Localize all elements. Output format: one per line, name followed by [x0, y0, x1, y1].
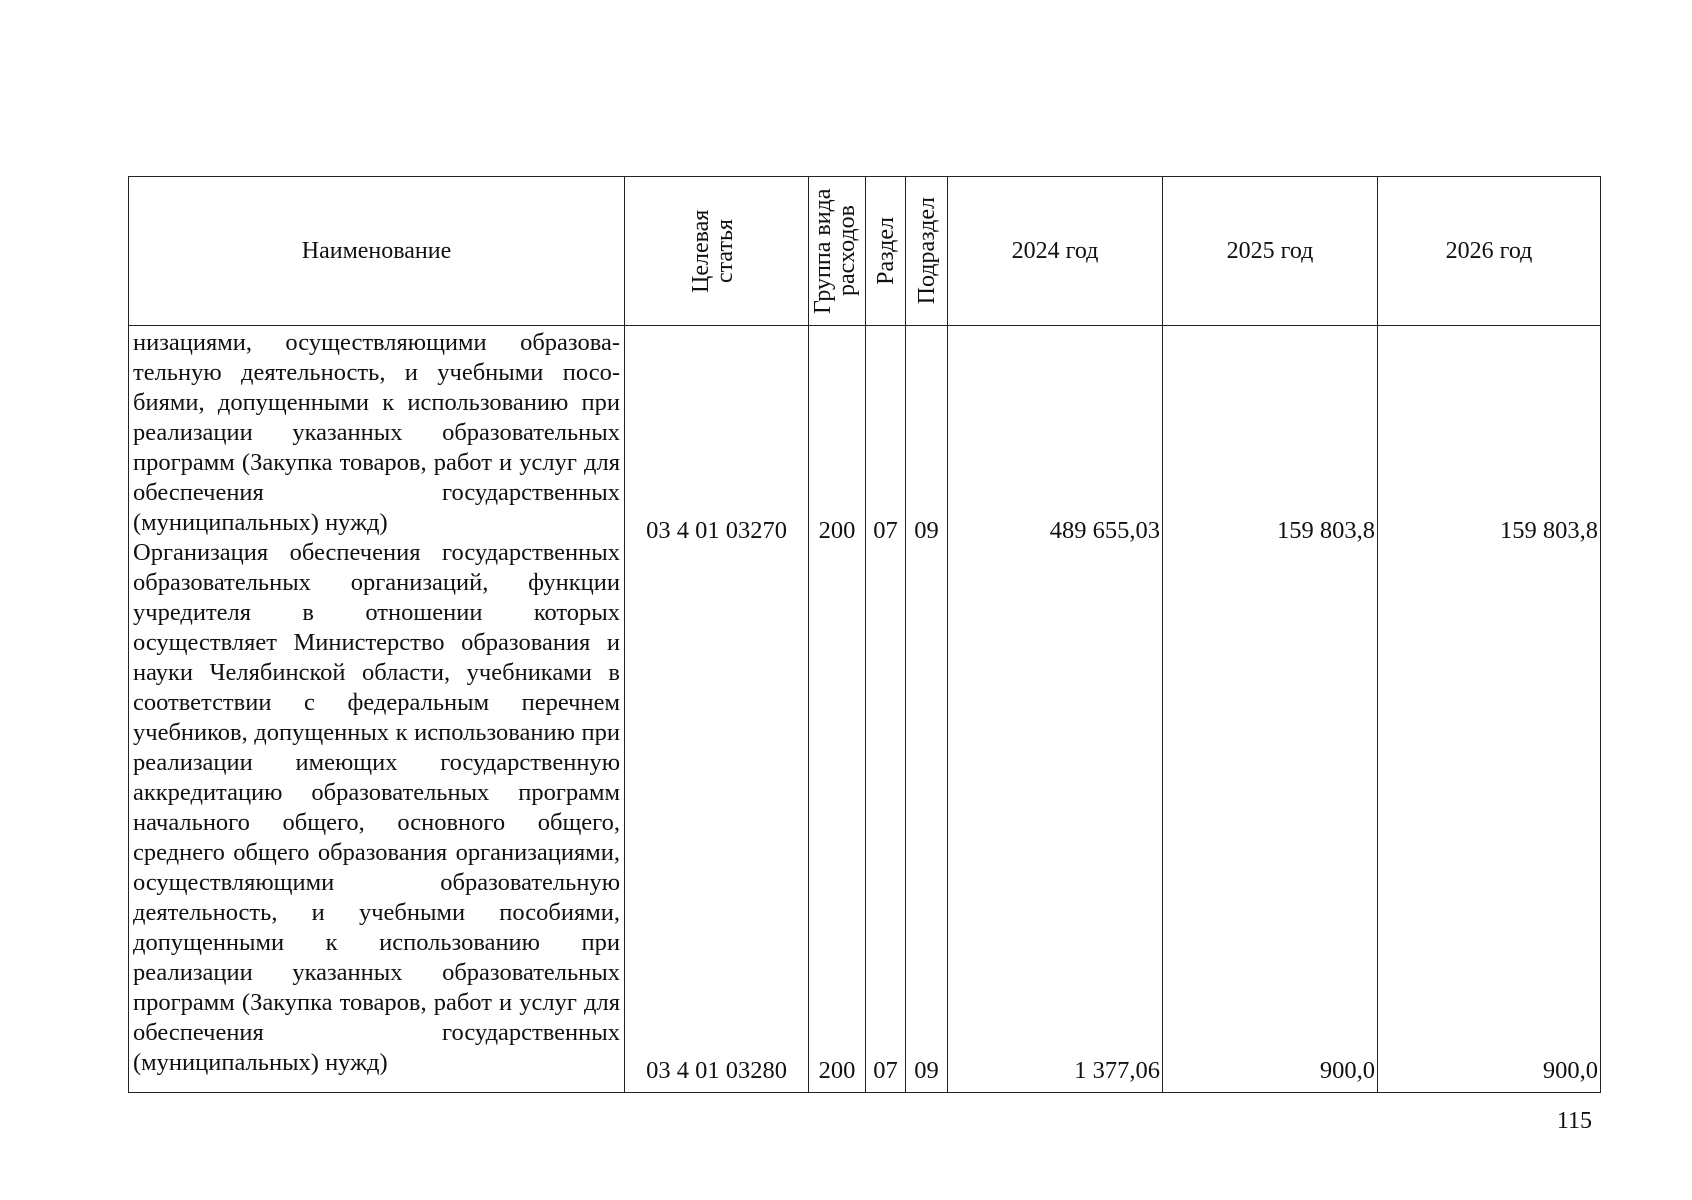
- header-2024: 2024 год: [948, 177, 1163, 326]
- row-1-name: низациями, осуществляющими образовательную деятельность, и учебными пособиями, допущенными к использованию при реализации указанных образовательных программ (Закупка товаров, работ и услуг для обеспечения государственных (муниципальных) нужд): [133, 329, 620, 536]
- y2025-cell: [1163, 326, 1378, 1093]
- table-header-row: [129, 177, 1601, 326]
- row-2-y2024: 1 377,06: [1074, 1057, 1160, 1084]
- row-2-y2025: 900,0: [1319, 1057, 1375, 1084]
- header-section: Раздел: [866, 177, 906, 326]
- page-number: 115: [1556, 1108, 1592, 1134]
- row-1-target: 03 4 01 03270: [646, 517, 787, 544]
- header-2025: 2025 год: [1163, 177, 1378, 326]
- row-1-subsection: 09: [914, 517, 939, 544]
- section-cell: [866, 326, 906, 1093]
- header-target: Целевая статья: [625, 177, 809, 326]
- y2026-cell: [1378, 326, 1601, 1093]
- row-1-group: 200: [818, 517, 856, 544]
- row-1-y2026: 159 803,8: [1500, 517, 1598, 544]
- row-2-name: Организация обеспечения государственных образовательных организаций, функции учредителя в отношении которых осуществляет Министерство образования и науки Челябинской области, учебниками в соответствии с федеральным перечнем учебников, допущенных к использованию при реализации имеющих государственную аккредитацию образовательных программ начального общего, основного общего, среднего общего образования организациями, осуществляющими образовательную деятельность, и учебными пособиями, допущенными к использованию при реализации указанных образовательных программ (Закупка товаров, работ и услуг для обеспечения государственных (муниципальных) нужд): [133, 539, 620, 1076]
- header-subsection: Подраздел: [906, 177, 948, 326]
- row-1-y2025: 159 803,8: [1277, 517, 1375, 544]
- table-row: [129, 326, 1601, 1093]
- row-1-section: 07: [873, 517, 898, 544]
- row-1-y2024: 489 655,03: [1049, 517, 1160, 544]
- row-2-y2026: 900,0: [1542, 1057, 1598, 1084]
- header-group: Группа вида расходов: [809, 177, 866, 326]
- subsection-cell: [906, 326, 948, 1093]
- y2024-cell: [948, 326, 1163, 1093]
- budget-table: [128, 176, 1601, 1093]
- row-2-subsection: 09: [914, 1057, 939, 1084]
- row-2-target: 03 4 01 03280: [646, 1057, 787, 1084]
- row-2-section: 07: [873, 1057, 898, 1084]
- target-cell: [625, 326, 809, 1093]
- group-cell: [809, 326, 866, 1093]
- name-cell: [129, 326, 625, 1093]
- header-2026: 2026 год: [1378, 177, 1601, 326]
- row-2-group: 200: [818, 1057, 856, 1084]
- header-name: Наименование: [129, 177, 625, 326]
